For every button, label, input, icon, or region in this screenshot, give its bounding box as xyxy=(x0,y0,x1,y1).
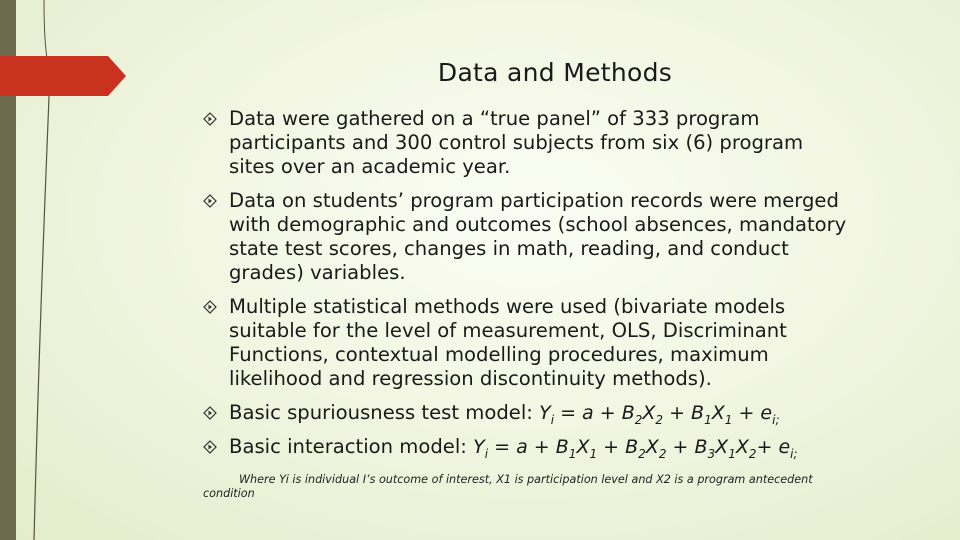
bullet-item xyxy=(203,189,853,285)
diamond-arrow-icon xyxy=(203,300,217,314)
bullet-item xyxy=(203,107,853,179)
slide-title: Data and Methods xyxy=(437,58,673,87)
title-accent-tab xyxy=(0,56,126,96)
bullet-list xyxy=(203,107,853,469)
spuriousness-model-label: Basic spuriousness test model: xyxy=(229,401,533,424)
interaction-model-label: Basic interaction model: xyxy=(229,435,467,458)
footnote xyxy=(203,473,843,501)
diamond-arrow-icon xyxy=(203,406,217,420)
bullet-item-interaction-model xyxy=(203,435,853,459)
bullet-item xyxy=(203,295,853,391)
spuriousness-formula: $Y_i = a + B_2X_2 + B_1X_1 + e_{i;}$ xyxy=(539,402,780,427)
diamond-arrow-icon xyxy=(203,194,217,208)
bullet-text: Multiple statistical methods were used (bivariate models suitable for the level of measurement, OLS, Discriminant Functions, contextual modelling procedures, maximum likelihood and regression discontinuity methods). xyxy=(229,295,787,390)
interaction-formula: $Y_i = a + B_1X_1 + B_2X_2 + B_3X_1X_2+ e_{i;}$ xyxy=(473,436,798,461)
bullet-text: Data on students’ program participation records were merged with demographic and outcomes (school absences, mandatory state test scores, changes in math, reading, and conduct grades) variables. xyxy=(229,189,847,284)
footnote-text: Where Yi is individual I’s outcome of interest, X1 is participation level and X2 is a program antecedent condition xyxy=(203,473,813,500)
diamond-arrow-icon xyxy=(203,440,217,454)
bullet-text: Data were gathered on a “true panel” of 333 program participants and 300 control subjects from six (6) program sites over an academic year. xyxy=(229,107,804,178)
diamond-arrow-icon xyxy=(203,112,217,126)
bullet-item-spuriousness-model xyxy=(203,401,853,425)
